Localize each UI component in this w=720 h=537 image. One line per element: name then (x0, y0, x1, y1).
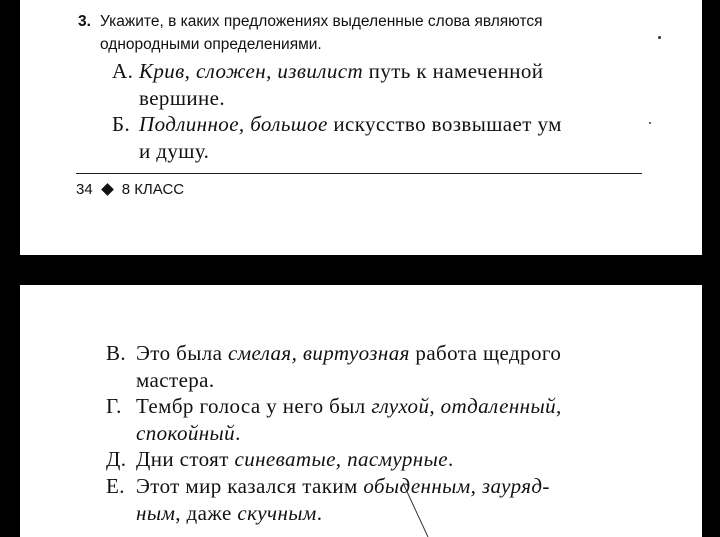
highlighted-words: Крив, сложен, извилист (139, 59, 364, 83)
option-text-line2: мастера. (136, 368, 215, 392)
highlighted-words: скучным (237, 501, 317, 525)
option-text: Это была (136, 341, 228, 365)
option-line (139, 58, 543, 85)
option-letter: А. (112, 59, 134, 83)
option-b (112, 111, 672, 167)
option-letter: Г. (106, 394, 122, 418)
option-letter: Б. (112, 112, 131, 136)
option-text: работа щедрого (409, 341, 562, 365)
option-text: Тембр голоса у него был (136, 394, 372, 418)
option-text: . (447, 447, 454, 471)
pen-stroke (20, 285, 702, 537)
highlighted-words: обыденным, зауряд- (363, 474, 550, 498)
page-number: 34 (76, 181, 93, 198)
bottom-page (20, 285, 702, 537)
highlighted-words: глухой, отдаленный, (371, 394, 562, 418)
option-text-line2: и душу. (139, 139, 210, 163)
highlighted-words: синеватые, пасмурные (234, 447, 448, 471)
question-number: 3. (78, 13, 91, 30)
page-footer (76, 181, 184, 198)
top-page (20, 0, 702, 255)
option-text: Дни стоят (136, 447, 235, 471)
option-text: . (316, 501, 323, 525)
option-text: Этот мир казался таким (136, 474, 364, 498)
highlighted-words: спокойный (136, 421, 236, 445)
option-text: , даже (175, 501, 238, 525)
highlighted-words: смелая, виртуозная (227, 341, 410, 365)
option-text: путь к намеченной (363, 59, 544, 83)
option-letter: Е. (106, 474, 125, 498)
option-line (139, 111, 562, 138)
question-text: Укажите, в каких предложениях выделенные слова являются однородными определениями. (100, 13, 543, 53)
highlighted-words: Подлинное, большое (139, 112, 328, 136)
class-label: 8 КЛАСС (121, 181, 185, 198)
speck (649, 122, 651, 124)
option-a (112, 58, 672, 114)
option-text-line2: вершине. (139, 86, 226, 110)
option-text: . (235, 421, 241, 445)
highlighted-words: ным (136, 501, 176, 525)
option-letter: В. (106, 341, 127, 365)
diamond-icon (101, 183, 114, 196)
page-divider-rule (76, 173, 642, 174)
speck (658, 36, 661, 39)
option-text: искусство возвышает ум (327, 112, 562, 136)
option-letter: Д. (106, 447, 127, 471)
